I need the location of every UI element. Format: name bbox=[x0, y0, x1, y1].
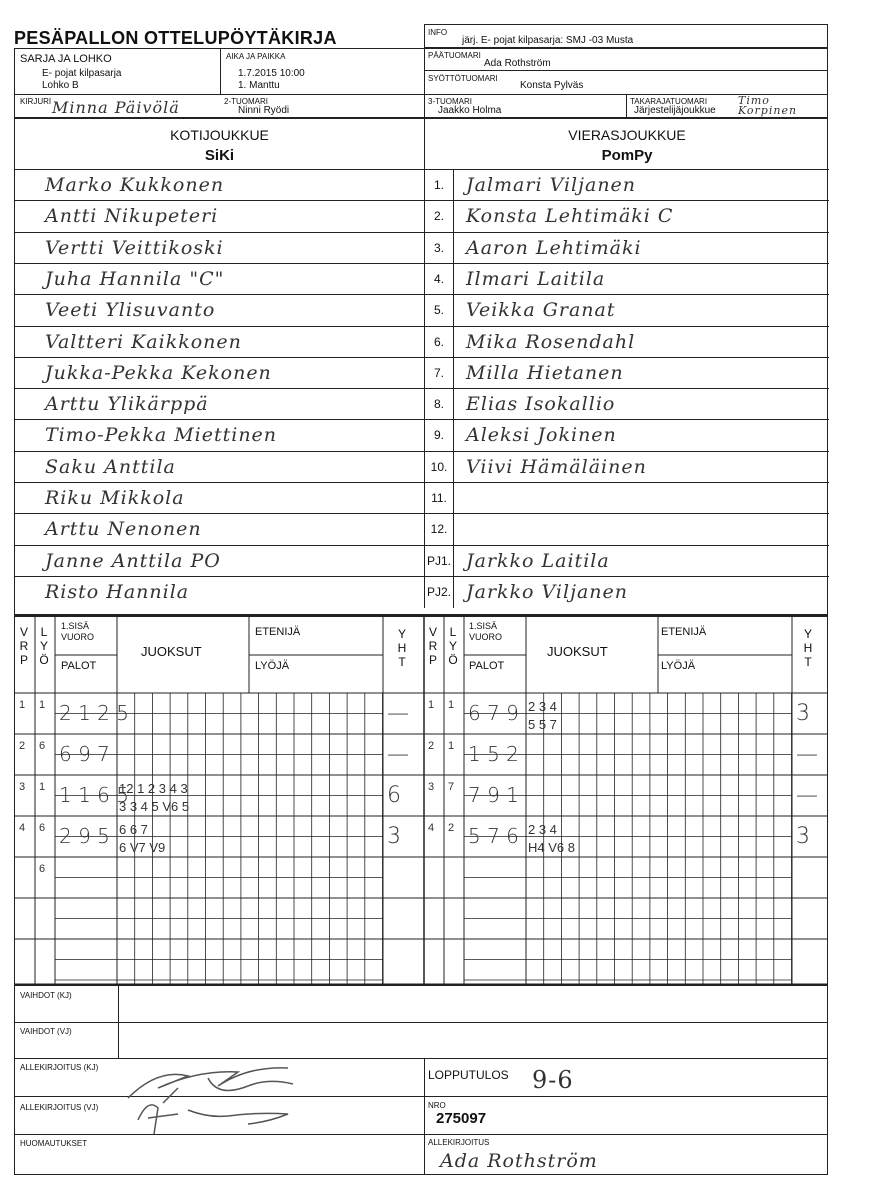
away-player-name: Elias Isokallio bbox=[466, 393, 616, 416]
roster-row bbox=[15, 232, 829, 263]
umpire2: Ninni Ryödi bbox=[238, 105, 290, 116]
away-total-header: Y H T bbox=[803, 627, 813, 669]
inning-total: 3 bbox=[796, 701, 810, 726]
roster-row bbox=[15, 200, 829, 231]
home-player-name: Risto Hannila bbox=[15, 577, 425, 608]
bottom-divider bbox=[14, 1022, 828, 1023]
away-player-name: Ilmari Laitila bbox=[466, 267, 606, 290]
inning-runs-top: 6 6 7 bbox=[119, 822, 148, 837]
pitch-umpire-label: SYÖTTÖTUOMARI bbox=[428, 74, 498, 83]
roster-row bbox=[15, 326, 829, 357]
info-label: INFO bbox=[428, 28, 448, 37]
inning-vrp: 4 bbox=[428, 822, 435, 834]
away-player-name: Jarkko Viljanen bbox=[466, 580, 629, 603]
home-player-name: Valtteri Kaikkonen bbox=[15, 327, 425, 358]
time-place-label: AIKA JA PAIKKA bbox=[226, 52, 286, 61]
inning-palot: 1 1 6 5 bbox=[59, 783, 129, 807]
inning-batter-order: 1 bbox=[39, 699, 46, 711]
away-palot-label: PALOT bbox=[469, 660, 505, 672]
home-player-name: Saku Anttila bbox=[15, 452, 425, 483]
home-team-caption: KOTIJOUKKUE bbox=[170, 127, 269, 143]
roster-row bbox=[15, 576, 829, 607]
inning-palot: 6 9 7 bbox=[59, 742, 110, 766]
sign-label: ALLEKIRJOITUS bbox=[428, 1138, 490, 1147]
bottom-divider bbox=[424, 1058, 425, 1175]
roster-row bbox=[15, 388, 829, 419]
home-lyo-header: L Y Ö bbox=[39, 625, 49, 667]
roster-row bbox=[15, 357, 829, 388]
rear-umpire-label: TAKARAJATUOMARI bbox=[630, 97, 708, 106]
home-player-name: Marko Kukkonen bbox=[15, 170, 425, 201]
nro-label: NRO bbox=[428, 1101, 446, 1110]
sign-away-label: ALLEKIRJOITUS (VJ) bbox=[20, 1103, 99, 1112]
away-player-name: Konsta Lehtimäki C bbox=[466, 205, 674, 228]
away-team-caption: VIERASJOUKKUE bbox=[568, 127, 686, 143]
roster-number: 2. bbox=[425, 201, 454, 232]
inning-runs-bottom: H4 V6 8 bbox=[528, 840, 575, 855]
roster-row bbox=[15, 294, 829, 325]
roster-row bbox=[15, 263, 829, 294]
away-player-name: Jarkko Laitila bbox=[466, 549, 610, 572]
home-team-header bbox=[15, 119, 425, 169]
away-vrp-header: V R P bbox=[428, 625, 438, 667]
rear-umpire-signature: Timo Korpinen bbox=[738, 94, 798, 117]
roster-row bbox=[15, 419, 829, 450]
away-inning-label: 1.SISÄ VUORO bbox=[469, 621, 503, 642]
info-value: järj. E- pojat kilpasarja: SMJ -03 Musta bbox=[462, 35, 634, 46]
home-player-name: Veeti Ylisuvanto bbox=[15, 295, 425, 326]
recorder-signature: Minna Päivölä bbox=[52, 98, 180, 117]
home-player-name: Vertti Veittikoski bbox=[15, 233, 425, 264]
inning-total: — bbox=[796, 742, 818, 767]
home-player-name: Arttu Nenonen bbox=[15, 514, 425, 545]
sign-home-label: ALLEKIRJOITUS (KJ) bbox=[20, 1063, 99, 1072]
head-umpire-label: PÄÄTUOMARI bbox=[428, 51, 481, 60]
away-team-name: PomPy bbox=[601, 147, 653, 164]
away-player-name: Aaron Lehtimäki bbox=[466, 236, 642, 259]
inning-total: 6 bbox=[387, 783, 401, 808]
roster-number: 11. bbox=[425, 483, 454, 514]
away-player-name: Veikka Granat bbox=[466, 299, 616, 322]
roster-number: 10. bbox=[425, 452, 454, 483]
inning-total: 3 bbox=[796, 824, 810, 849]
roster-number: 3. bbox=[425, 233, 454, 264]
inning-batter-order: 6 bbox=[39, 863, 46, 875]
header-divider bbox=[14, 94, 828, 95]
away-player-name: Jalmari Viljanen bbox=[466, 174, 637, 196]
home-player-name: Arttu Ylikärppä bbox=[15, 389, 425, 420]
roster-row bbox=[15, 169, 829, 200]
inning-batter-order: 6 bbox=[39, 740, 46, 752]
inning-runs-top: 2 3 4 bbox=[528, 822, 557, 837]
inning-palot: 6 7 9 bbox=[468, 701, 519, 725]
series-group: Lohko B bbox=[42, 80, 79, 91]
form-title: PESÄPALLON OTTELUPÖYTÄKIRJA bbox=[14, 28, 337, 48]
home-player-name: Riku Mikkola bbox=[15, 483, 425, 514]
home-signature-scribble bbox=[118, 1058, 318, 1138]
pitch-umpire: Konsta Pylväs bbox=[520, 80, 584, 91]
teams-section bbox=[14, 117, 828, 615]
inning-vrp: 1 bbox=[19, 699, 26, 711]
inning-vrp: 1 bbox=[428, 699, 435, 711]
inning-vrp: 4 bbox=[19, 822, 26, 834]
scoring-section bbox=[14, 615, 828, 985]
home-player-name: Jukka-Pekka Kekonen bbox=[15, 358, 425, 389]
away-player-name: Viivi Hämäläinen bbox=[466, 455, 647, 478]
inning-batter-order: 1 bbox=[448, 699, 455, 711]
inning-vrp: 3 bbox=[19, 781, 26, 793]
roster-number: 9. bbox=[425, 420, 454, 451]
roster-row bbox=[15, 482, 829, 513]
inning-batter-order: 1 bbox=[39, 781, 46, 793]
roster-row bbox=[15, 451, 829, 482]
series-value: E- pojat kilpasarja bbox=[42, 68, 122, 79]
series-label: SARJA JA LOHKO bbox=[20, 53, 112, 65]
away-runs-label: JUOKSUT bbox=[547, 644, 608, 659]
home-runner-label: ETENIJÄ bbox=[255, 626, 301, 638]
umpire-signature: Ada Rothström bbox=[440, 1150, 598, 1172]
inning-runs-bottom: 6 V7 V9 bbox=[119, 840, 166, 855]
recorder-label: KIRJURI bbox=[20, 97, 52, 106]
inning-total: — bbox=[796, 783, 818, 808]
inning-total: — bbox=[387, 742, 409, 767]
inning-vrp: 2 bbox=[428, 740, 435, 752]
head-umpire: Ada Rothström bbox=[484, 58, 551, 69]
header-divider bbox=[220, 48, 221, 94]
roster-number: 4. bbox=[425, 264, 454, 295]
home-palot-label: PALOT bbox=[61, 660, 97, 672]
subs-away-label: VAIHDOT (VJ) bbox=[20, 1027, 72, 1036]
home-batter-label: LYÖJÄ bbox=[255, 660, 290, 672]
roster-number: 1. bbox=[425, 170, 454, 201]
inning-palot: 7 9 1 bbox=[468, 783, 519, 807]
final-label: LOPPUTULOS bbox=[428, 1068, 509, 1082]
inning-batter-order: 2 bbox=[448, 822, 455, 834]
inning-vrp: 3 bbox=[428, 781, 435, 793]
rear-umpire-value: Järjestelijäjoukkue bbox=[634, 105, 716, 116]
inning-runs-top: 2 3 4 bbox=[528, 699, 557, 714]
away-batter-label: LYÖJÄ bbox=[661, 660, 696, 672]
inning-total: — bbox=[387, 701, 409, 726]
umpire3: Jaakko Holma bbox=[438, 105, 502, 116]
roster-number: 12. bbox=[425, 514, 454, 545]
away-team-header bbox=[425, 119, 829, 169]
inning-runs-bottom: 5 5 7 bbox=[528, 717, 557, 732]
header-divider bbox=[626, 94, 627, 118]
roster-number: PJ2. bbox=[425, 577, 454, 608]
inning-batter-order: 6 bbox=[39, 822, 46, 834]
roster-number: PJ1. bbox=[425, 546, 454, 577]
date-time: 1.7.2015 10:00 bbox=[238, 68, 305, 79]
inning-vrp: 2 bbox=[19, 740, 26, 752]
inning-batter-order: 1 bbox=[448, 740, 455, 752]
home-vrp-header: V R P bbox=[19, 625, 29, 667]
final-score: 9-6 bbox=[532, 1066, 574, 1094]
place: 1. Manttu bbox=[238, 80, 280, 91]
bottom-divider bbox=[118, 985, 119, 1058]
inning-palot: 2 9 5 bbox=[59, 824, 110, 848]
umpire2-label: 2-TUOMARI bbox=[224, 97, 268, 106]
away-player-name: Milla Hietanen bbox=[466, 361, 624, 384]
home-total-header: Y H T bbox=[397, 627, 407, 669]
away-player-name: Mika Rosendahl bbox=[466, 330, 636, 353]
home-player-name: Juha Hannila "C" bbox=[15, 264, 425, 295]
nro-value: 275097 bbox=[436, 1110, 487, 1127]
away-runner-label: ETENIJÄ bbox=[661, 626, 707, 638]
inning-palot: 2 1 2 5 bbox=[59, 701, 129, 725]
home-runs-label: JUOKSUT bbox=[141, 644, 202, 659]
roster-row bbox=[15, 513, 829, 544]
away-lyo-header: L Y Ö bbox=[448, 625, 458, 667]
header-divider bbox=[424, 70, 828, 71]
home-inning-label: 1.SISÄ VUORO bbox=[61, 621, 95, 642]
roster-number: 7. bbox=[425, 358, 454, 389]
home-team-name: SiKi bbox=[204, 147, 235, 164]
inning-palot: 5 7 6 bbox=[468, 824, 519, 848]
away-player-name bbox=[454, 514, 829, 545]
inning-total: 3 bbox=[387, 824, 401, 849]
home-player-name: Janne Anttila PO bbox=[15, 546, 425, 577]
notes-label: HUOMAUTUKSET bbox=[20, 1139, 88, 1148]
subs-home-label: VAIHDOT (KJ) bbox=[20, 991, 72, 1000]
home-player-name: Antti Nikupeteri bbox=[15, 201, 425, 232]
inning-batter-order: 7 bbox=[448, 781, 455, 793]
away-player-name: Aleksi Jokinen bbox=[466, 424, 617, 447]
roster-number: 8. bbox=[425, 389, 454, 420]
away-player-name bbox=[454, 483, 829, 514]
inning-runs-top: 12 1 2 3 4 3 bbox=[119, 781, 188, 796]
home-player-name: Timo-Pekka Miettinen bbox=[15, 420, 425, 451]
roster-number: 6. bbox=[425, 327, 454, 358]
umpire3-label: 3-TUOMARI bbox=[428, 97, 472, 106]
inning-palot: 1 5 2 bbox=[468, 742, 519, 766]
inning-runs-bottom: 3 3 4 5 V6 5 bbox=[119, 799, 190, 814]
roster-row bbox=[15, 545, 829, 576]
roster-number: 5. bbox=[425, 295, 454, 326]
